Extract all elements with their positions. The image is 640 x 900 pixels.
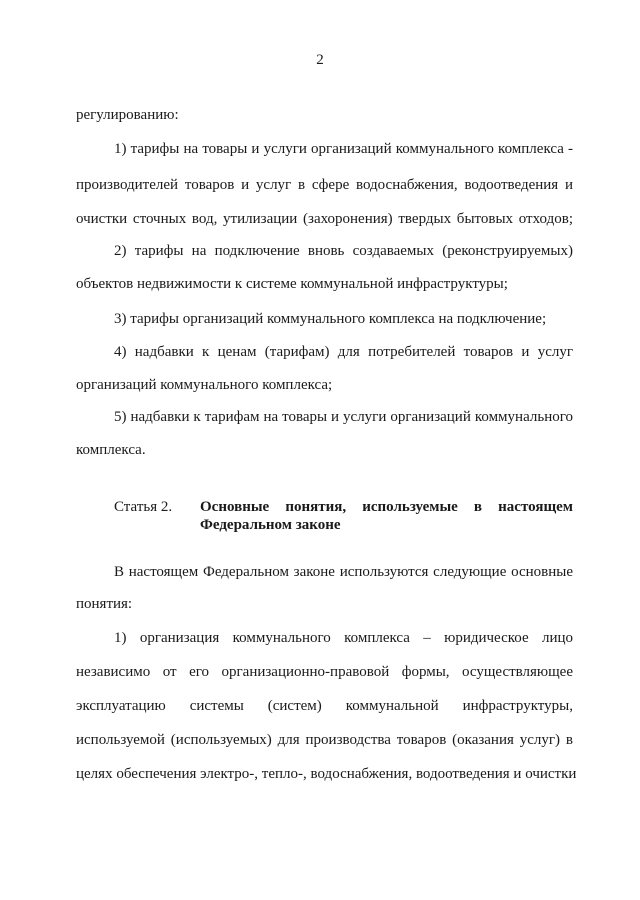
list-item-1-line-1: 1) тарифы на товары и услуги организаций коммунального комплекса - xyxy=(114,141,573,157)
definition-1-line-2: независимо от его организационно-правовой формы, осуществляющее xyxy=(76,664,573,680)
list-item-2-line-2: объектов недвижимости к системе коммунальной инфраструктуры; xyxy=(76,276,508,292)
text-line: регулированию: xyxy=(76,107,179,123)
definition-1-line-5: целях обеспечения электро-, тепло-, водоснабжения, водоотведения и очистки xyxy=(76,766,577,782)
list-item-4-line-2: организаций коммунального комплекса; xyxy=(76,377,333,393)
list-item-2-line-1: 2) тарифы на подключение вновь создаваемых (реконструируемых) xyxy=(114,243,573,259)
page-number: 2 xyxy=(316,52,324,68)
list-item-5-line-1: 5) надбавки к тарифам на товары и услуги организаций коммунального xyxy=(114,409,573,425)
article-label: Статья 2. xyxy=(114,499,173,515)
list-item-1-line-2: производителей товаров и услуг в сфере водоснабжения, водоотведения и xyxy=(76,177,573,193)
article-title xyxy=(200,498,573,534)
definition-1-line-3: эксплуатацию системы (систем) коммунальной инфраструктуры, xyxy=(76,698,573,714)
list-item-3: 3) тарифы организаций коммунального комплекса на подключение; xyxy=(114,311,547,327)
list-item-1-line-3: очистки сточных вод, утилизации (захоронения) твердых бытовых отходов; xyxy=(76,211,573,227)
article-title-line-2: Федеральном законе xyxy=(200,517,341,533)
definition-1-line-1: 1) организация коммунального комплекса – юридическое лицо xyxy=(114,630,573,646)
list-item-4-line-1: 4) надбавки к ценам (тарифам) для потребителей товаров и услуг xyxy=(114,344,573,360)
paragraph-line-2: понятия: xyxy=(76,596,133,612)
definition-1-line-4: используемой (используемых) для производства товаров (оказания услуг) в xyxy=(76,732,573,748)
list-item-5-line-2: комплекса. xyxy=(76,442,146,458)
paragraph-line-1: В настоящем Федеральном законе используются следующие основные xyxy=(114,564,573,580)
article-title-line-1: Основные понятия, используемые в настоящем xyxy=(200,499,573,515)
